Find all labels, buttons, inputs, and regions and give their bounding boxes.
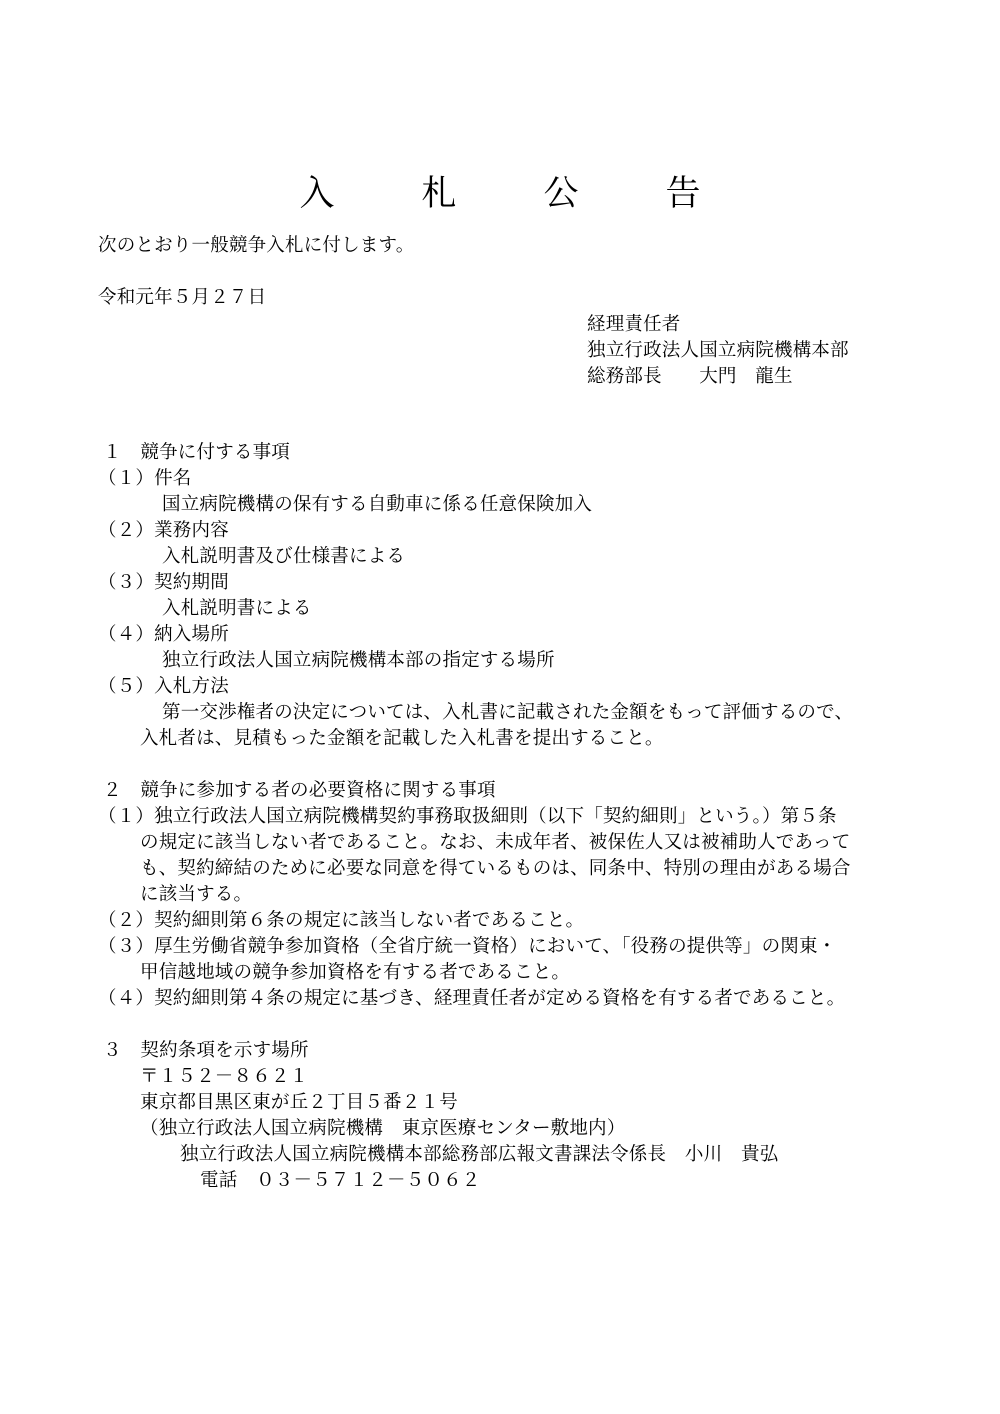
section-1-item-5-text-line-2: 入札者は、見積もった金額を記載した入札書を提出すること。 [140,728,664,749]
page-title: 入 札 公 告 [299,174,727,214]
contact-phone: 電話 ０３－５７１２－５０６２ [200,1170,481,1191]
section-2-item-2: （２）契約細則第６条の規定に該当しない者であること。 [98,910,585,931]
section-1-item-3-text: 入札説明書による [162,598,312,619]
section-2-item-3-line-1: （３）厚生労働省競争参加資格（全省庁統一資格）において、「役務の提供等」の関東・ [98,936,837,957]
section-2-heading: ２ 競争に参加する者の必要資格に関する事項 [103,780,496,801]
section-1-item-2-text: 入札説明書及び仕様書による [162,546,406,567]
section-1-item-2-label: （２）業務内容 [98,520,229,541]
notice-date: 令和元年５月２７日 [98,287,267,308]
section-1-item-4-label: （４）納入場所 [98,624,229,645]
section-1-item-5-text-line-1: 第一交渉権者の決定については、入札書に記載された金額をもって評価するので、 [162,702,854,723]
contact-person: 独立行政法人国立病院機構本部総務部広報文書課法令係長 小川 貴弘 [180,1144,779,1165]
section-1-item-3-label: （３）契約期間 [98,572,229,593]
section-2-item-4: （４）契約細則第４条の規定に基づき、経理責任者が定める資格を有する者であること。 [98,988,846,1009]
section-1-item-4-text: 独立行政法人国立病院機構本部の指定する場所 [162,650,555,671]
issuer-role: 経理責任者 [587,314,681,335]
section-2-item-3-line-2: 甲信越地域の競争参加資格を有する者であること。 [140,962,571,983]
intro-text: 次のとおり一般競争入札に付します。 [98,235,415,256]
section-1-item-1-label: （１）件名 [98,468,192,489]
section-2-item-1-line-1: （１）独立行政法人国立病院機構契約事務取扱細則（以下「契約細則」という。）第５条 [98,806,837,827]
building-note: （独立行政法人国立病院機構 東京医療センター敷地内） [140,1118,626,1139]
address: 東京都目黒区東が丘２丁目５番２１号 [140,1092,458,1113]
section-2-item-1-line-2: の規定に該当しない者であること。なお、未成年者、被保佐人又は被補助人であって [140,832,851,853]
section-2-item-1-line-4: に該当する。 [140,884,253,905]
section-1-item-5-label: （５）入札方法 [98,676,229,697]
issuer-organization: 独立行政法人国立病院機構本部 [587,340,849,361]
section-2-item-1-line-3: も、契約締結のために必要な同意を得ているものは、同条中、特別の理由がある場合 [140,858,851,879]
section-3-heading: ３ 契約条項を示す場所 [103,1040,309,1061]
section-1-heading: １ 競争に付する事項 [103,442,291,463]
postal-code: 〒１５２－８６２１ [140,1066,309,1087]
section-1-item-1-text: 国立病院機構の保有する自動車に係る任意保険加入 [162,494,593,515]
issuer-name: 総務部長 大門 龍生 [587,366,793,387]
